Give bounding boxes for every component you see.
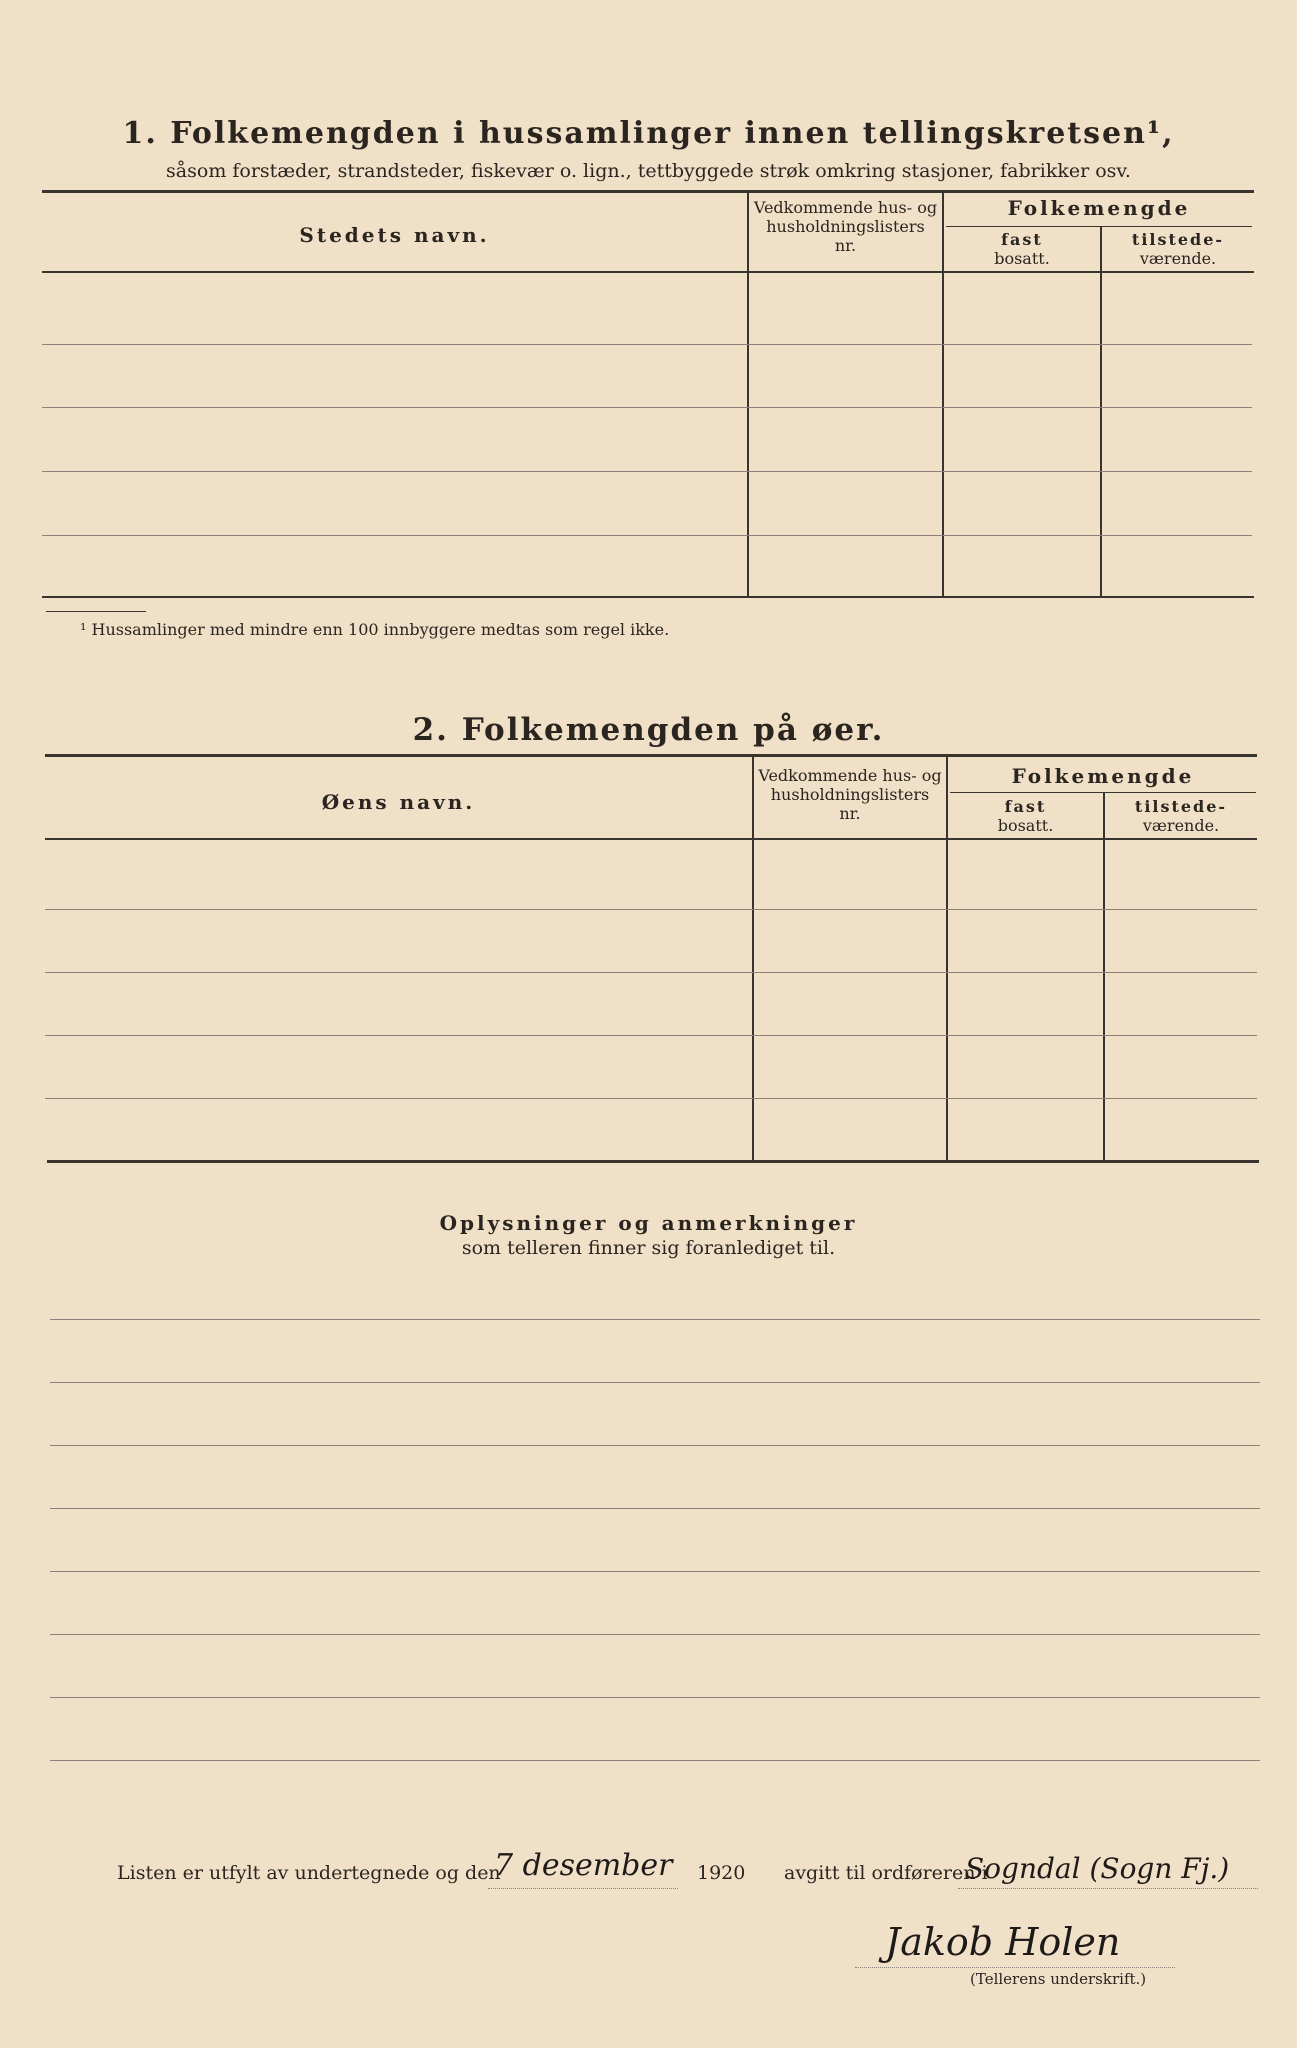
remarks-line [50, 1445, 1260, 1446]
signature-date: 7 desember [494, 1848, 673, 1883]
section1-header-rule [42, 271, 1254, 273]
section1-col-fast [944, 230, 1100, 268]
section1-col-name: Stedets navn. [299, 223, 490, 247]
section1-col-list [749, 198, 942, 255]
section2-col-tilstede-line2: værende. [1142, 816, 1220, 835]
section2-row-line [45, 909, 1257, 910]
section1-col-list-line2: husholdningslisters [766, 217, 925, 236]
remarks-line [50, 1508, 1260, 1509]
section1-footnote: ¹ Hussamlinger med mindre enn 100 innbyggere medtas som regel ikke. [80, 620, 670, 639]
section2-row-line [45, 1035, 1257, 1036]
section2-col-fast-line1: fast [1004, 797, 1047, 816]
section1-row-line [42, 407, 1252, 408]
section2-header-rule [45, 838, 1257, 840]
section1-col-tilstede-line1: tilstede- [1131, 230, 1225, 249]
section1-subtitle: såsom forstæder, strandsteder, fiskevær o. lign., tettbyggede strøk omkring stasjoner, fabrikker osv. [166, 160, 1131, 182]
section2-bottom-rule [47, 1160, 1259, 1163]
signature-year: 1920 [697, 1862, 746, 1884]
section2-col-fast [948, 797, 1103, 835]
section1-col-divider-3 [1100, 226, 1102, 597]
section2-col-list-line1: Vedkommende hus- og [758, 766, 942, 785]
section1-col-population: Folkemengde [1007, 196, 1191, 220]
section1-top-rule [42, 190, 1254, 193]
remarks-line [50, 1634, 1260, 1635]
date-fill-line [488, 1888, 678, 1889]
section2-col-list-line2: husholdningslisters [770, 785, 930, 804]
section1-row-line [42, 344, 1252, 345]
section2-row-line [45, 1098, 1257, 1099]
section2-col-tilstede [1105, 797, 1257, 835]
section2-col-name: Øens navn. [321, 790, 476, 814]
section2-title: 2. Folkemengden på øer. [412, 712, 885, 748]
remarks-subtitle: som telleren finner sig foranlediget til. [461, 1237, 836, 1259]
signature-fill-line [855, 1967, 1175, 1968]
section1-pop-subrule [946, 226, 1252, 227]
section2-top-rule [45, 754, 1257, 757]
footnote-rule [46, 611, 146, 612]
section2-col-fast-line2: bosatt. [997, 816, 1054, 835]
teller-signature: Jakob Holen [885, 1920, 1121, 1964]
signature-prefix: Listen er utfylt av undertegnede og den [117, 1862, 501, 1884]
section1-col-list-line3: nr. [834, 236, 857, 255]
place-fill-line [958, 1888, 1258, 1889]
remarks-line [50, 1760, 1260, 1761]
section2-row-line [45, 972, 1257, 973]
signature-middle: avgitt til ordføreren i [784, 1862, 988, 1884]
section1-title: 1. Folkemengden i hussamlinger innen tellingskretsen¹, [122, 116, 1175, 151]
section2-col-tilstede-line1: tilstede- [1134, 797, 1228, 816]
signature-place: Sogndal (Sogn Fj.) [965, 1852, 1230, 1885]
section1-col-list-line1: Vedkommende hus- og [753, 198, 938, 217]
remarks-line [50, 1571, 1260, 1572]
remarks-title: Oplysninger og anmerkninger [439, 1211, 858, 1235]
signature-caption: (Tellerens underskrift.) [970, 1970, 1147, 1988]
section1-col-fast-line2: bosatt. [994, 249, 1050, 268]
section2-col-list [754, 766, 946, 823]
remarks-line [50, 1382, 1260, 1383]
section1-bottom-rule [42, 596, 1254, 598]
section2-col-population: Folkemengde [1011, 764, 1195, 788]
remarks-line [50, 1697, 1260, 1698]
remarks-line [50, 1319, 1260, 1320]
section1-col-tilstede-line2: værende. [1139, 249, 1217, 268]
section1-col-fast-line1: fast [1001, 230, 1043, 249]
section1-col-tilstede [1102, 230, 1254, 268]
section2-col-list-line3: nr. [839, 804, 861, 823]
section2-col-divider-3 [1103, 792, 1105, 1160]
section1-row-line [42, 471, 1252, 472]
section1-row-line [42, 535, 1252, 536]
